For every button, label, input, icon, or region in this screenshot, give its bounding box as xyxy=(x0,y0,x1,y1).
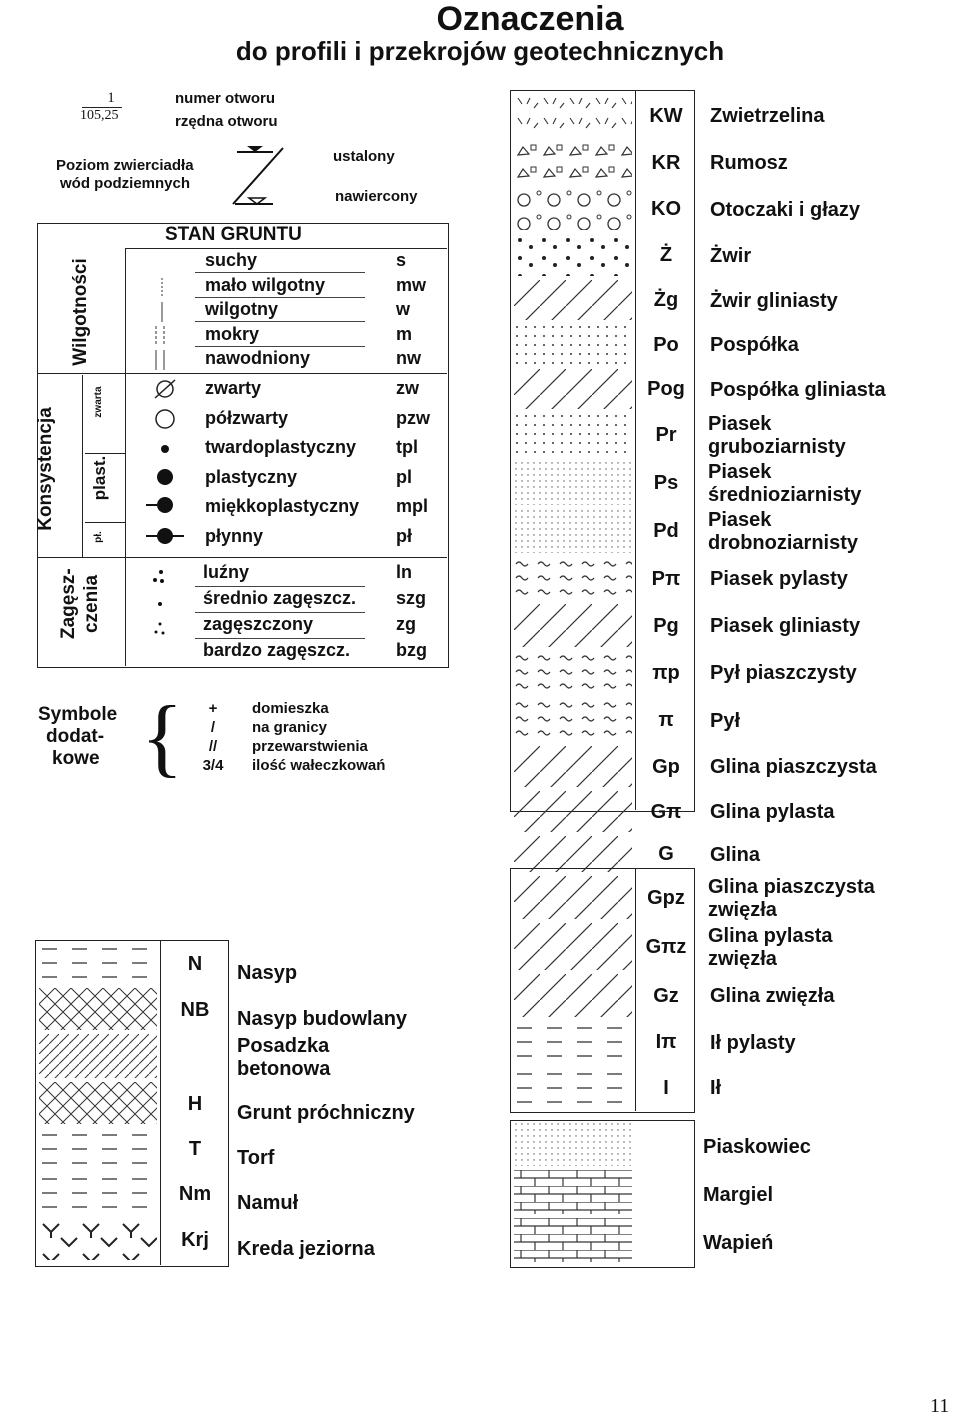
symbol-glyph: + xyxy=(208,700,218,717)
konsystencja-name: plastyczny xyxy=(205,466,298,487)
zageszczenie-code: bzg xyxy=(396,640,427,660)
soil-code: Pr xyxy=(655,424,677,446)
soil-name-line1: Glina pylasta xyxy=(708,924,833,947)
fill-pattern xyxy=(39,1172,157,1214)
symbol-glyph: 3/4 xyxy=(202,757,224,774)
row-underline xyxy=(195,272,365,273)
soil-code: Po xyxy=(653,333,679,356)
soil-table-2-box xyxy=(510,868,695,1113)
wilgotnosc-code: nw xyxy=(396,348,421,368)
soil-pattern xyxy=(514,94,632,137)
page-title: Oznaczenia xyxy=(436,0,624,38)
soil-name-line2: zwięzła xyxy=(708,947,777,970)
nawiercony-label: nawiercony xyxy=(335,188,418,205)
zageszczenia-label-2: czenia xyxy=(81,574,102,634)
row-underline xyxy=(195,346,365,347)
konsystencja-symbols xyxy=(140,376,190,556)
symbol-glyph: // xyxy=(208,738,218,755)
soil-name-line1: Piasek xyxy=(708,461,772,483)
fill-name-line2: betonowa xyxy=(237,1058,331,1080)
konsystencja-name: półzwarty xyxy=(205,407,289,428)
soil-code: Pg xyxy=(653,614,679,637)
numer-label: numer otworu xyxy=(175,90,275,107)
soil-name: Żwir gliniasty xyxy=(710,289,838,312)
soil-pattern xyxy=(514,651,632,694)
soil-code: π xyxy=(658,709,674,731)
zageszczenie-name: średnio zagęszcz. xyxy=(203,588,357,608)
wilgotnosc-code: m xyxy=(396,323,413,344)
water-level-icon xyxy=(225,140,295,212)
konsystencja-name: zwarty xyxy=(205,378,262,398)
page-number: 11 xyxy=(930,1395,950,1417)
wilgotnosc-code: w xyxy=(396,299,411,319)
rock-pattern xyxy=(514,1170,632,1214)
soil-pattern xyxy=(514,791,632,832)
soil-name-line2: średnioziarnisty xyxy=(708,484,862,506)
symbole-label-3: kowe xyxy=(52,748,100,769)
soil-pattern xyxy=(514,604,632,647)
soil-name: Ił xyxy=(710,1077,722,1099)
soil-name: Zwietrzelina xyxy=(710,105,825,127)
soil-name: Glina piaszczysta xyxy=(710,756,877,778)
kons-sub-zwarta: zwarta xyxy=(93,386,104,418)
soil-name-line1: Piasek xyxy=(708,413,772,435)
rock-pattern xyxy=(514,1122,632,1166)
fill-name: Nasyp xyxy=(237,961,298,984)
zageszczenie-name: zagęszczony xyxy=(203,614,314,634)
kons-sub-pl: pł. xyxy=(93,531,104,543)
fill-code: Nm xyxy=(178,1183,212,1205)
water-label-2: wód podziemnych xyxy=(60,175,191,192)
fill-code: Krj xyxy=(181,1229,209,1251)
soil-code: I xyxy=(663,1076,669,1099)
wilgotnosc-code: mw xyxy=(396,274,427,295)
soil-code: Pd xyxy=(653,520,679,542)
wilgotnosc-name: mało wilgotny xyxy=(205,274,326,295)
row-underline xyxy=(195,638,365,639)
fill-pattern xyxy=(39,1218,157,1260)
soil-name: Glina pylasta xyxy=(710,801,835,823)
water-label-1: Poziom zwierciadła xyxy=(56,157,194,174)
soil-code: Gz xyxy=(653,984,679,1007)
fill-pattern xyxy=(39,1082,157,1124)
rock-name: Wapień xyxy=(703,1232,774,1254)
symbol-text: domieszka xyxy=(252,700,329,717)
soil-name-line2: zwięzła xyxy=(708,898,777,921)
fill-code: T xyxy=(188,1138,202,1160)
kons-sub-plast: plast. xyxy=(90,455,109,501)
konsystencja-code: pl xyxy=(396,466,412,487)
konsystencja-name: miękkoplastyczny xyxy=(205,496,360,516)
symbol-text: przewarstwienia xyxy=(252,738,368,755)
stan-gruntu-title: STAN GRUNTU xyxy=(165,224,302,245)
konsystencja-code: mpl xyxy=(396,496,429,516)
soil-code: Iπ xyxy=(655,1031,677,1053)
soil-name: Pospółka xyxy=(710,334,799,356)
soil-name: Ił pylasty xyxy=(710,1031,796,1054)
zageszczenie-code: szg xyxy=(396,588,427,608)
soil-pattern xyxy=(514,188,632,230)
zageszczenie-name: luźny xyxy=(203,562,250,582)
rock-name: Piaskowiec xyxy=(703,1136,811,1158)
soil-pattern xyxy=(514,369,632,409)
soil-name: Otoczaki i głazy xyxy=(710,198,861,221)
soil-name: Żwir xyxy=(710,244,752,267)
fill-pattern xyxy=(39,1128,157,1168)
soil-code: Gp xyxy=(652,755,680,778)
row-underline xyxy=(195,297,365,298)
symbole-label-2: dodat- xyxy=(46,726,105,747)
fill-code: H xyxy=(187,1093,203,1115)
soil-code: Pπ xyxy=(651,567,681,590)
wilgotnosc-name: suchy xyxy=(205,250,258,270)
konsystencja-code: zw xyxy=(396,378,420,398)
soil-code: G xyxy=(658,843,674,865)
numer-value: 1 xyxy=(107,90,115,106)
soil-name: Piasek gliniasty xyxy=(710,615,861,637)
rock-name: Margiel xyxy=(703,1184,774,1206)
rzedna-value: 105,25 xyxy=(80,108,119,123)
zageszczenie-name: bardzo zagęszcz. xyxy=(203,640,351,660)
zageszczenie-code: ln xyxy=(396,562,412,582)
page-subtitle: do profili i przekrojów geotechnicznych xyxy=(235,36,725,66)
wilgotnosc-name: nawodniony xyxy=(205,348,310,368)
wilgotnosc-code: s xyxy=(396,250,407,270)
fill-pattern xyxy=(39,1034,157,1078)
zageszczenia-label-1: Zagęsz- xyxy=(58,568,79,639)
fill-name: Torf xyxy=(237,1146,275,1169)
soil-code: Gpz xyxy=(647,886,685,909)
soil-name: Piasek pylasty xyxy=(710,568,848,590)
soil-code: KO xyxy=(651,198,681,220)
soil-pattern xyxy=(514,746,632,787)
soil-name: Glina xyxy=(710,843,761,866)
wilgotnosci-label: Wilgotności xyxy=(70,258,91,366)
symbole-label-1: Symbole xyxy=(38,704,118,725)
fill-name: Nasyp budowlany xyxy=(237,1007,408,1030)
fill-name: Namuł xyxy=(237,1191,299,1214)
soil-pattern xyxy=(514,557,632,600)
soil-code: Żg xyxy=(653,289,679,311)
fill-code: NB xyxy=(180,999,210,1021)
wilgotnosc-name: wilgotny xyxy=(205,299,278,319)
soil-code: Ż xyxy=(659,244,673,266)
konsystencja-code: pł xyxy=(396,525,412,546)
soil-code: πp xyxy=(652,661,680,684)
row-underline xyxy=(195,612,365,613)
row-underline xyxy=(195,321,365,322)
soil-pattern xyxy=(514,234,632,276)
fill-code: N xyxy=(187,953,203,975)
row-underline xyxy=(195,586,365,587)
konsystencja-code: tpl xyxy=(396,437,418,457)
soil-pattern xyxy=(514,413,632,457)
soil-name: Pył piaszczysty xyxy=(710,662,857,684)
zageszczenie-symbols xyxy=(140,560,180,666)
soil-pattern xyxy=(514,141,632,184)
soil-name-line1: Piasek xyxy=(708,509,772,531)
fill-name: Grunt próchniczny xyxy=(237,1101,415,1124)
wilgotnosc-symbols xyxy=(140,250,180,372)
soil-code: Pog xyxy=(647,378,685,400)
fill-pattern xyxy=(39,942,157,984)
soil-code: KR xyxy=(651,151,681,174)
zageszczenie-code: zg xyxy=(396,614,416,634)
fill-name-line1: Posadzka xyxy=(237,1035,330,1057)
soil-name: Pospółka gliniasta xyxy=(710,378,886,401)
rock-pattern xyxy=(514,1218,632,1262)
soil-name-line2: drobnoziarnisty xyxy=(708,532,859,554)
wilgotnosc-name: mokry xyxy=(205,323,260,344)
soil-pattern xyxy=(514,461,632,505)
symbol-text: na granicy xyxy=(252,719,328,736)
konsystencja-name: płynny xyxy=(205,525,264,546)
soil-name: Glina zwięzła xyxy=(710,985,835,1007)
soil-code: KW xyxy=(649,104,683,127)
soil-pattern xyxy=(514,280,632,320)
konsystencja-code: pzw xyxy=(396,407,430,428)
soil-code: Gπ xyxy=(650,800,682,823)
soil-code: Gπz xyxy=(645,935,687,958)
brace-icon: { xyxy=(141,689,184,786)
soil-name: Rumosz xyxy=(710,152,788,174)
soil-pattern xyxy=(514,324,632,365)
soil-pattern xyxy=(514,698,632,742)
fill-pattern xyxy=(39,988,157,1030)
symbol-text: ilość wałeczkowań xyxy=(252,757,386,774)
soil-pattern xyxy=(514,836,632,872)
soil-code: Ps xyxy=(653,472,679,494)
soil-name-line1: Glina piaszczysta xyxy=(708,875,875,898)
fill-name: Kreda jeziorna xyxy=(237,1237,375,1260)
soil-name: Pył xyxy=(710,709,741,732)
konsystencja-label: Konsystencja xyxy=(35,407,56,531)
ustalony-label: ustalony xyxy=(333,148,395,165)
konsystencja-name: twardoplastyczny xyxy=(205,437,357,457)
symbol-glyph: / xyxy=(210,719,216,736)
soil-pattern xyxy=(514,509,632,553)
soil-name-line2: gruboziarnisty xyxy=(708,436,846,458)
rzedna-label: rzędna otworu xyxy=(175,113,278,130)
